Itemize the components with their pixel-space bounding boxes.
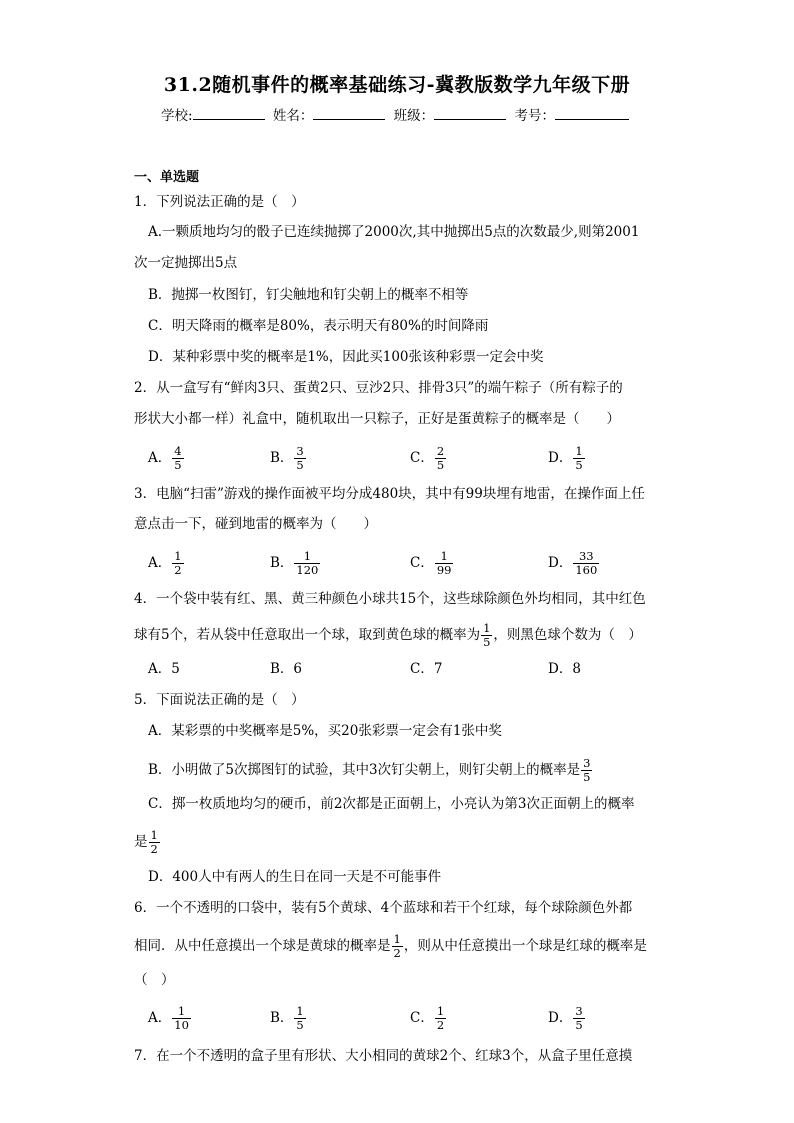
denominator: 5: [296, 1018, 304, 1032]
numerator: 1: [150, 828, 158, 842]
numerator: 1: [575, 444, 583, 458]
q3-stem-line2: 意点击一下，碰到地雷的概率为（ ）: [134, 516, 377, 532]
q2-option-d[interactable]: [548, 445, 586, 472]
option-label: D．: [548, 555, 573, 571]
option-label: A．: [148, 555, 172, 571]
denominator: 5: [174, 458, 182, 472]
q2-stem-line1: 2．从一盒写有“鲜肉3只、蛋黄2只、豆沙2只、排骨3只”的端午粽子（所有粽子的: [134, 380, 623, 396]
option-label: D．: [548, 450, 573, 466]
numerator: 1: [393, 932, 401, 946]
fraction: [435, 1005, 446, 1032]
q3-option-a[interactable]: [148, 550, 185, 577]
fraction: [435, 445, 446, 472]
numerator: 1: [296, 1004, 304, 1018]
option-label: B．: [270, 450, 294, 466]
q4-stem-line2: [134, 622, 642, 649]
q6-option-c[interactable]: [410, 1005, 447, 1032]
q2-option-a[interactable]: [148, 445, 185, 472]
exam-number-blank[interactable]: [555, 107, 629, 120]
denominator: 5: [296, 458, 304, 472]
q7-stem-line1: 7．在一个不透明的盒子里有形状、大小相同的黄球2个、红球3个，从盒子里任意摸: [134, 1048, 633, 1064]
option-label: C．: [410, 1010, 434, 1026]
fraction: [573, 550, 599, 577]
q4-option-b[interactable]: B．6: [270, 661, 303, 677]
numerator: 1: [303, 549, 312, 563]
denominator: 120: [296, 563, 319, 577]
fraction: [294, 445, 305, 472]
q1-option-b: B．抛掷一枚图钉，钉尖触地和钉尖朝上的概率不相等: [148, 287, 469, 303]
q5-option-c-line1[interactable]: C．掷一枚质地均匀的硬币，前2次都是正面朝上，小亮认为第3次正面朝上的概率: [148, 796, 635, 812]
q6-option-a[interactable]: [148, 1005, 192, 1032]
q2-option-b[interactable]: [270, 445, 307, 472]
name-label: 姓名：: [272, 108, 314, 124]
option-text: 是: [134, 834, 148, 850]
fraction: [573, 445, 584, 472]
denominator: 5: [436, 458, 445, 472]
class-label: 班级：: [393, 108, 435, 124]
numerator: 3: [575, 1004, 583, 1018]
stem-text: 相同．从中任意摸出一个球是黄球的概率是: [134, 938, 391, 954]
q6-stem-line2: [134, 933, 647, 960]
name-blank[interactable]: [313, 107, 385, 120]
denominator: 2: [393, 946, 401, 960]
fraction: [481, 622, 492, 649]
denominator: 99: [436, 563, 452, 577]
numerator: 1: [483, 621, 491, 635]
option-label: A．: [148, 1010, 172, 1026]
fraction: [172, 445, 183, 472]
denominator: 10: [174, 1018, 189, 1032]
q3-option-d[interactable]: [548, 550, 600, 577]
numerator: 1: [440, 549, 448, 563]
q2-option-c[interactable]: [410, 445, 447, 472]
student-info-row: [0, 104, 794, 124]
q4-option-d[interactable]: D．8: [548, 661, 581, 677]
q6-stem-line1: 6．一个不透明的口袋中，装有5个黄球、4个蓝球和若干个红球，每个球除颜色外都: [134, 900, 633, 916]
numerator: 4: [174, 444, 182, 458]
denominator: 5: [483, 635, 491, 649]
stem-text: ，则从中任意摸出一个球是红球的概率是: [403, 938, 647, 954]
q1-option-d: D．某种彩票中奖的概率是1%，因此买100张该种彩票一定会中奖: [148, 349, 544, 365]
numerator: 2: [436, 444, 445, 458]
numerator: 33: [578, 549, 594, 563]
q6-stem-line3: （ ）: [134, 972, 175, 988]
q1-option-a-line1: A.一颗质地均匀的骰子已连续抛掷了2000次,其中抛掷出5点的次数最少,则第2001: [148, 224, 640, 240]
q1-stem: 1．下列说法正确的是（ ）: [134, 194, 305, 210]
fraction: [294, 550, 320, 577]
q4-option-a[interactable]: A．5: [148, 661, 180, 677]
fraction: [172, 1005, 191, 1032]
q3-option-b[interactable]: [270, 550, 321, 577]
school-blank[interactable]: [193, 107, 265, 120]
denominator: 2: [174, 563, 182, 577]
denominator: 2: [150, 842, 158, 856]
fraction: [435, 550, 454, 577]
option-label: A．: [148, 450, 172, 466]
page-title: 31.2随机事件的概率基础练习-冀教版数学九年级下册: [163, 74, 631, 96]
fraction: [573, 1005, 584, 1032]
q5-option-a[interactable]: A．某彩票的中奖概率是5%，买20张彩票一定会有1张中奖: [148, 723, 502, 739]
q5-option-d[interactable]: D．400人中有两人的生日在同一天是不可能事件: [148, 869, 442, 885]
numerator: 1: [436, 1004, 445, 1018]
denominator: 2: [436, 1018, 445, 1032]
section-heading: 一、单选题: [134, 170, 200, 185]
option-label: B．: [270, 555, 294, 571]
school-label: 学校:: [161, 108, 193, 124]
stem-text: 球有5个，若从袋中任意取出一个球，取到黄色球的概率为: [134, 627, 481, 643]
q4-stem-line1: 4．一个袋中装有红、黑、黄三种颜色小球共15个，这些球除颜色外均相同，其中红色: [134, 591, 646, 607]
q4-option-c[interactable]: C．7: [410, 661, 443, 677]
q3-stem-line1: 3．电脑“扫雷”游戏的操作面被平均分成480块，其中有99块埋有地雷，在操作面上任: [134, 486, 645, 502]
numerator: 3: [296, 444, 304, 458]
q5-option-b[interactable]: [148, 757, 593, 784]
option-label: C．: [410, 555, 434, 571]
fraction: [172, 550, 183, 577]
fraction: [392, 933, 403, 960]
exam-number-label: 考号：: [514, 108, 555, 124]
q6-option-d[interactable]: [548, 1005, 586, 1032]
fraction: [149, 829, 160, 856]
numerator: 1: [174, 549, 182, 563]
fraction: [294, 1005, 305, 1032]
stem-text: ，则黑色球个数为（ ）: [493, 627, 642, 643]
q1-option-a-line2: 次一定抛掷出5点: [134, 255, 238, 271]
fraction: [581, 757, 592, 784]
denominator: 5: [575, 1018, 583, 1032]
q6-option-b[interactable]: [270, 1005, 307, 1032]
option-label: D．: [548, 1010, 573, 1026]
q3-option-c[interactable]: [410, 550, 454, 577]
numerator: 3: [583, 756, 591, 770]
option-text: B．小明做了5次掷图钉的试验，其中3次钉尖朝上，则钉尖朝上的概率是: [148, 762, 581, 778]
denominator: 5: [583, 770, 591, 784]
q1-option-c: C．明天降雨的概率是80%，表示明天有80%的时间降雨: [148, 318, 489, 334]
q5-option-c-line2: [134, 829, 161, 856]
denominator: 160: [575, 563, 598, 577]
option-label: C．: [410, 450, 434, 466]
numerator: 1: [177, 1004, 186, 1018]
option-label: B．: [270, 1010, 294, 1026]
class-blank[interactable]: [434, 107, 506, 120]
denominator: 5: [575, 458, 583, 472]
q2-stem-line2: 形状大小都一样）礼盒中，随机取出一只粽子，正好是蛋黄粽子的概率是（ ）: [134, 411, 620, 427]
q5-stem: 5．下面说法正确的是（ ）: [134, 692, 305, 708]
